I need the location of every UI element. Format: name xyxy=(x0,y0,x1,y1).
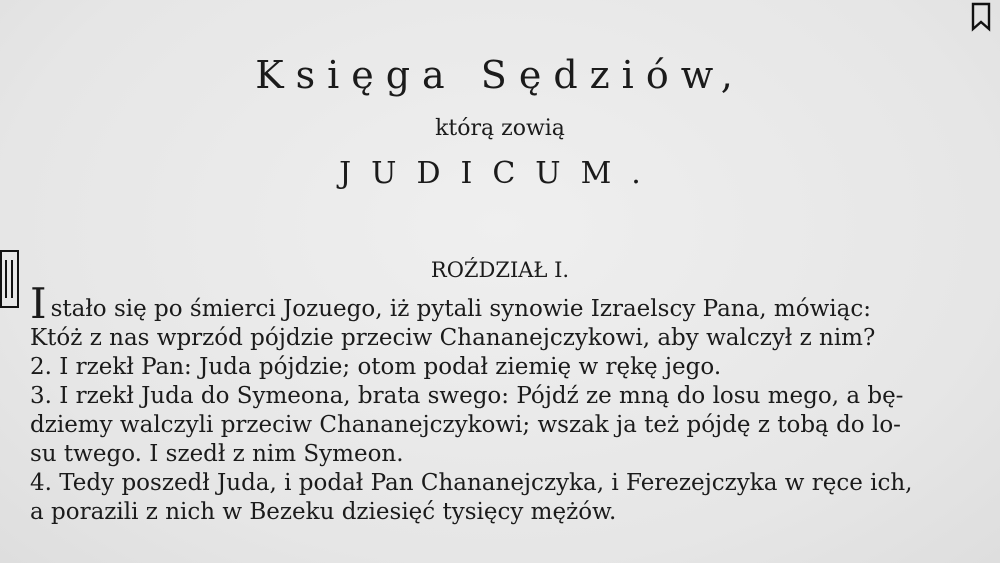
drop-cap: I xyxy=(30,279,47,328)
text-line-3: 2. I rzekł Pan: Juda pójdzie; otom podał ziemię w rękę jego. xyxy=(30,354,722,380)
text-line-6: su twego. I szedł z nim Symeon. xyxy=(30,441,404,467)
text-line-8: a porazili z nich w Bezeku dziesięć tysięcy mężów. xyxy=(30,499,617,525)
text-line-7: 4. Tedy poszedł Juda, i podał Pan Chananejczyka, i Ferezejczyka w ręce ich, xyxy=(30,470,913,496)
chapter-heading: ROŹDZIAŁ I. xyxy=(430,258,570,282)
text-line-1 xyxy=(30,279,970,328)
book-subtitle: którą zowią xyxy=(435,116,565,141)
bookmark-icon[interactable] xyxy=(970,2,992,32)
text-line-4: 3. I rzekł Juda do Symeona, brata swego: Pójdź ze mną do losu mego, a bę- xyxy=(30,383,904,409)
chapter-text xyxy=(30,279,970,527)
text-line-5: dziemy walczyli przeciw Chananejczykowi; wszak ja też pójdę z tobą do lo- xyxy=(30,412,901,438)
text-line-2: Któż z nas wprzód pójdzie przeciw Chananejczykowi, aby walczył z nim? xyxy=(30,325,876,351)
book-title: Księga Sędziów, xyxy=(255,53,745,97)
text-line-1-content: stało się po śmierci Jozuego, iż pytali synowie Izraelscy Pana, mówiąc: xyxy=(50,296,871,322)
book-latin-title: JUDICUM. xyxy=(339,156,661,191)
